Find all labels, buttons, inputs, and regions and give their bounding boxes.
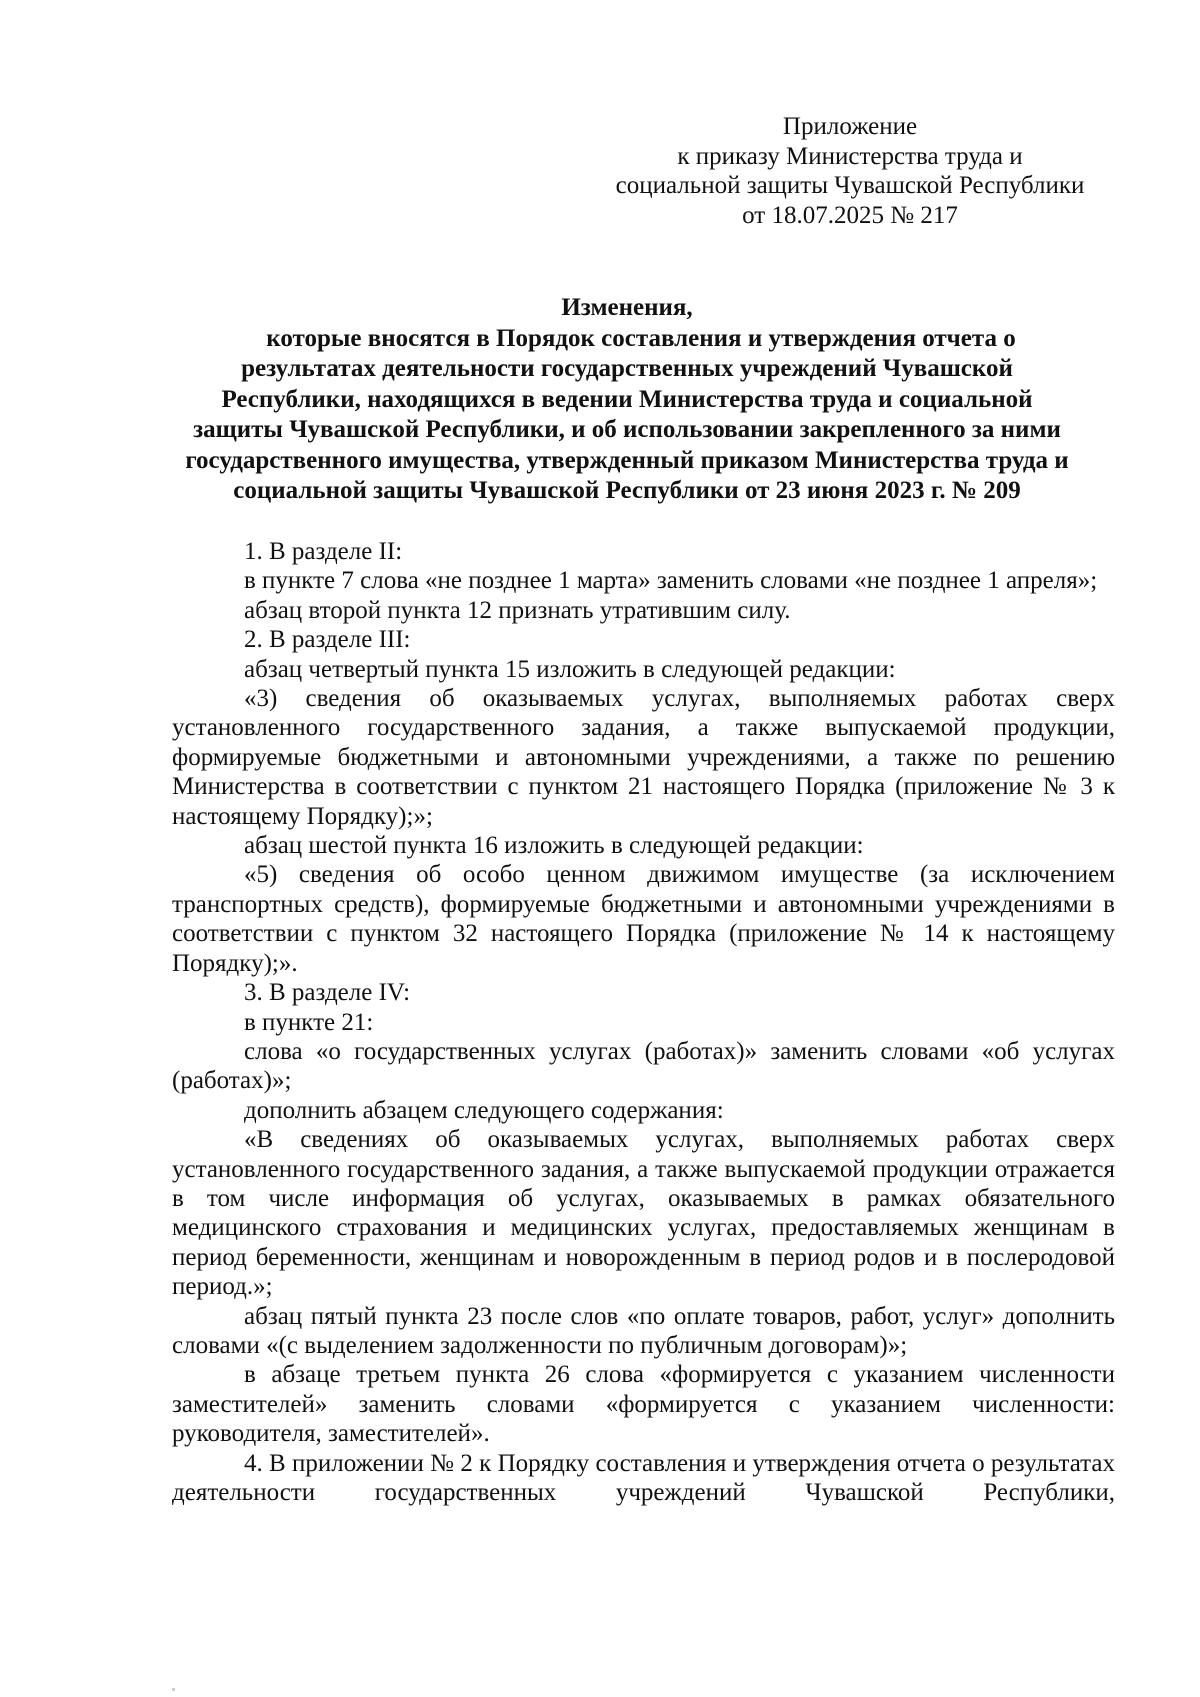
title-line: защиты Чувашской Республики, и об использовании закрепленного за ними (193, 416, 1061, 443)
body-paragraph: 1. В разделе II: (244, 538, 403, 565)
title-line: государственного имущества, утвержденный приказом Министерства труда и (185, 446, 1069, 474)
title-line: Республики, находящихся в ведении Министерства труда и социальной (221, 385, 1033, 413)
document-body (172, 537, 1115, 1507)
body-paragraph: абзац шестой пункта 16 изложить в следующей редакции: (244, 832, 864, 860)
body-paragraph: «3) сведения об оказываемых услугах, выполняемых работах сверх установленного государственного задания, а также выпускаемой продукции, формируемые бюджетными и автономными учреждениями, а также по решению Министерства в соответствии с пунктом 21 настоящего Порядка (приложение № 3 к настоящему Порядку);»; (172, 685, 1115, 830)
title-line: Изменения, (561, 294, 693, 321)
body-paragraph: 2. В разделе III: (244, 626, 411, 654)
appendix-header-line: к приказу Министерства труда и (677, 142, 1023, 170)
body-paragraph: дополнить абзацем следующего содержания: (244, 1096, 724, 1124)
appendix-header-line: Приложение (782, 113, 918, 140)
body-paragraph: в пункте 7 слова «не позднее 1 марта» заменить словами «не позднее 1 апреля»; (244, 567, 1098, 595)
body-paragraph: слова «о государственных услугах (работах)» заменить словами «об услугах (работах)»; (172, 1037, 1115, 1095)
appendix-header (560, 112, 1140, 230)
page-edge-mark (172, 1688, 175, 1691)
title-line: которые вносятся в Порядок составления и утверждения отчета о (266, 324, 1016, 352)
body-paragraph: в абзаце третьем пункта 26 слова «формируется с указанием численности заместителей» заменить словами «формируется с указанием численности: руководителя, заместителей». (172, 1361, 1115, 1448)
title-line: результатах деятельности государственных учреждений Чувашской (241, 355, 1013, 382)
appendix-header-line: социальной защиты Чувашской Республики (615, 172, 1085, 199)
body-paragraph: «5) сведения об особо ценном движимом имуществе (за исключением транспортных средств), формируемые бюджетными и автономными учреждениями в соответствии с пунктом 32 настоящего Порядка (приложение № 14 к настоящему Порядку);». (172, 861, 1115, 977)
body-paragraph: абзац второй пункта 12 признать утратившим силу. (244, 596, 791, 624)
body-paragraph: абзац четвертый пункта 15 изложить в следующей редакции: (244, 655, 896, 683)
body-paragraph: 4. В приложении № 2 к Порядку составления и утверждения отчета о результатах деятельности государственных учреждений Чувашской Республики, (172, 1449, 1115, 1506)
appendix-header-line: от 18.07.2025 № 217 (742, 201, 958, 229)
body-paragraph: абзац пятый пункта 23 после слов «по оплате товаров, работ, услуг» дополнить словами «(с выделением задолженности по публичным договорам)»; (172, 1302, 1115, 1359)
body-paragraph: в пункте 21: (244, 1008, 374, 1036)
title-line: социальной защиты Чувашской Республики от 23 июня 2023 г. № 209 (233, 477, 1021, 504)
body-paragraph: «В сведениях об оказываемых услугах, выполняемых работах сверх установленного государственного задания, а также выпускаемой продукции отражается в том числе информация об услугах, оказываемых в рамках обязательного медицинского страхования и медицинских услугах, предоставляемых женщинам в период беременности, женщинам и новорожденным в период родов и в послеродовой период.»; (172, 1126, 1115, 1301)
document-title (160, 293, 1094, 507)
body-paragraph: 3. В разделе IV: (244, 979, 411, 1007)
